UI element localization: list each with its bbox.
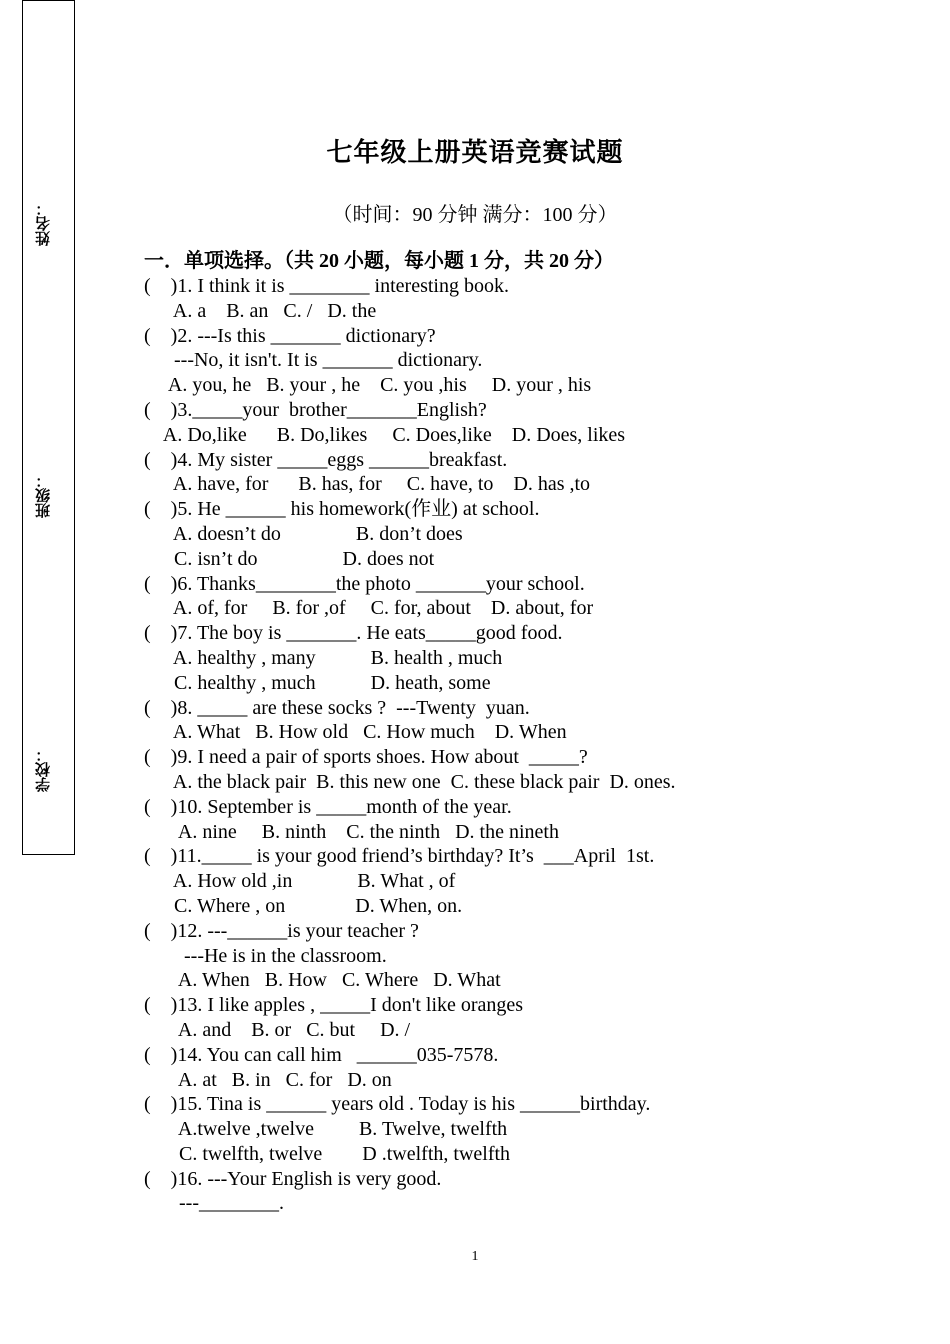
question-line: ( )12. ---______is your teacher ? — [144, 919, 419, 942]
question-line: ---________. — [144, 1192, 284, 1215]
binding-margin — [22, 0, 75, 855]
question-section — [144, 248, 924, 1216]
option-line: A. at B. in C. for D. on — [144, 1068, 392, 1091]
question-line: ( )15. Tina is ______ years old . Today is his ______birthday. — [144, 1093, 651, 1116]
question-line: ---He is in the classroom. — [144, 944, 387, 967]
class-field — [23, 301, 76, 531]
question-line: ( )1. I think it is ________ interesting book. — [144, 275, 509, 297]
option-line: A. healthy , many B. health , much — [144, 646, 503, 669]
option-line: A. and B. or C. but D. / — [144, 1018, 411, 1041]
option-line: C. isn’t do D. does not — [144, 547, 435, 570]
school-label: 学校： — [34, 747, 52, 792]
name-label: 姓名： — [34, 201, 52, 246]
option-line: A. doesn’t do B. don’t does — [144, 522, 463, 545]
school-underline — [74, 569, 75, 739]
option-line: A. Do,like B. Do,likes C. Does,like D. Does, likes — [144, 423, 626, 446]
option-line: C. healthy , much D. heath, some — [144, 671, 491, 694]
option-line: A. you, he B. your , he C. you ,his D. your , his — [144, 374, 592, 397]
option-line: A. of, for B. for ,of C. for, about D. about, for — [144, 597, 594, 620]
question-line: ( )5. He ______ his homework(作业) at school. — [144, 498, 540, 521]
option-line: A. the black pair B. this new one C. these black pair D. ones. — [144, 770, 676, 793]
option-line: A. a B. an C. / D. the — [144, 299, 377, 322]
class-label: 班级： — [34, 473, 52, 518]
option-line: A. When B. How C. Where D. What — [144, 969, 501, 992]
option-line: C. Where , on D. When, on. — [144, 894, 463, 917]
question-line: ( )16. ---Your English is very good. — [144, 1167, 442, 1190]
option-line: A. have, for B. has, for C. have, to D. has ,to — [144, 473, 591, 496]
exam-info: （时间：90 分钟 满分：100 分） — [332, 204, 618, 226]
option-line: C. twelfth, twelve D .twelfth, twelfth — [144, 1142, 511, 1165]
question-line: ( )14. You can call him ______035-7578. — [144, 1043, 499, 1066]
question-line: ( )11._____ is your good friend’s birthday? It’s ___April 1st. — [144, 845, 655, 868]
question-line: ( )6. Thanks________the photo _______your school. — [144, 572, 585, 595]
question-line: ( )10. September is _____month of the year. — [144, 795, 512, 818]
page-title: 七年级上册英语竞赛试题 — [326, 138, 624, 167]
section-heading: 一．单项选择。（共 20 小题，每小题 1 分，共 20 分） — [144, 250, 614, 272]
question-line: ( )8. _____ are these socks ? ---Twenty yuan. — [144, 696, 530, 719]
question-line: ( )3._____your brother_______English? — [144, 398, 487, 421]
question-line: ---No, it isn't. It is _______ dictionary. — [144, 349, 483, 372]
option-line: A. How old ,in B. What , of — [144, 870, 456, 893]
option-line: A. What B. How old C. How much D. When — [144, 721, 567, 744]
question-line: ( )2. ---Is this _______ dictionary? — [144, 324, 436, 347]
school-field — [23, 569, 76, 799]
question-line: ( )4. My sister _____eggs ______breakfast. — [144, 448, 508, 471]
option-line: A.twelve ,twelve B. Twelve, twelfth — [144, 1118, 508, 1141]
class-underline — [74, 301, 75, 466]
option-line: A. nine B. ninth C. the ninth D. the nineth — [144, 820, 559, 843]
page-number: 1 — [471, 1249, 479, 1264]
question-line: ( )7. The boy is _______. He eats_____good food. — [144, 622, 563, 645]
question-line: ( )9. I need a pair of sports shoes. How about _____? — [144, 746, 588, 769]
question-line: ( )13. I like apples , _____I don't like oranges — [144, 994, 524, 1017]
